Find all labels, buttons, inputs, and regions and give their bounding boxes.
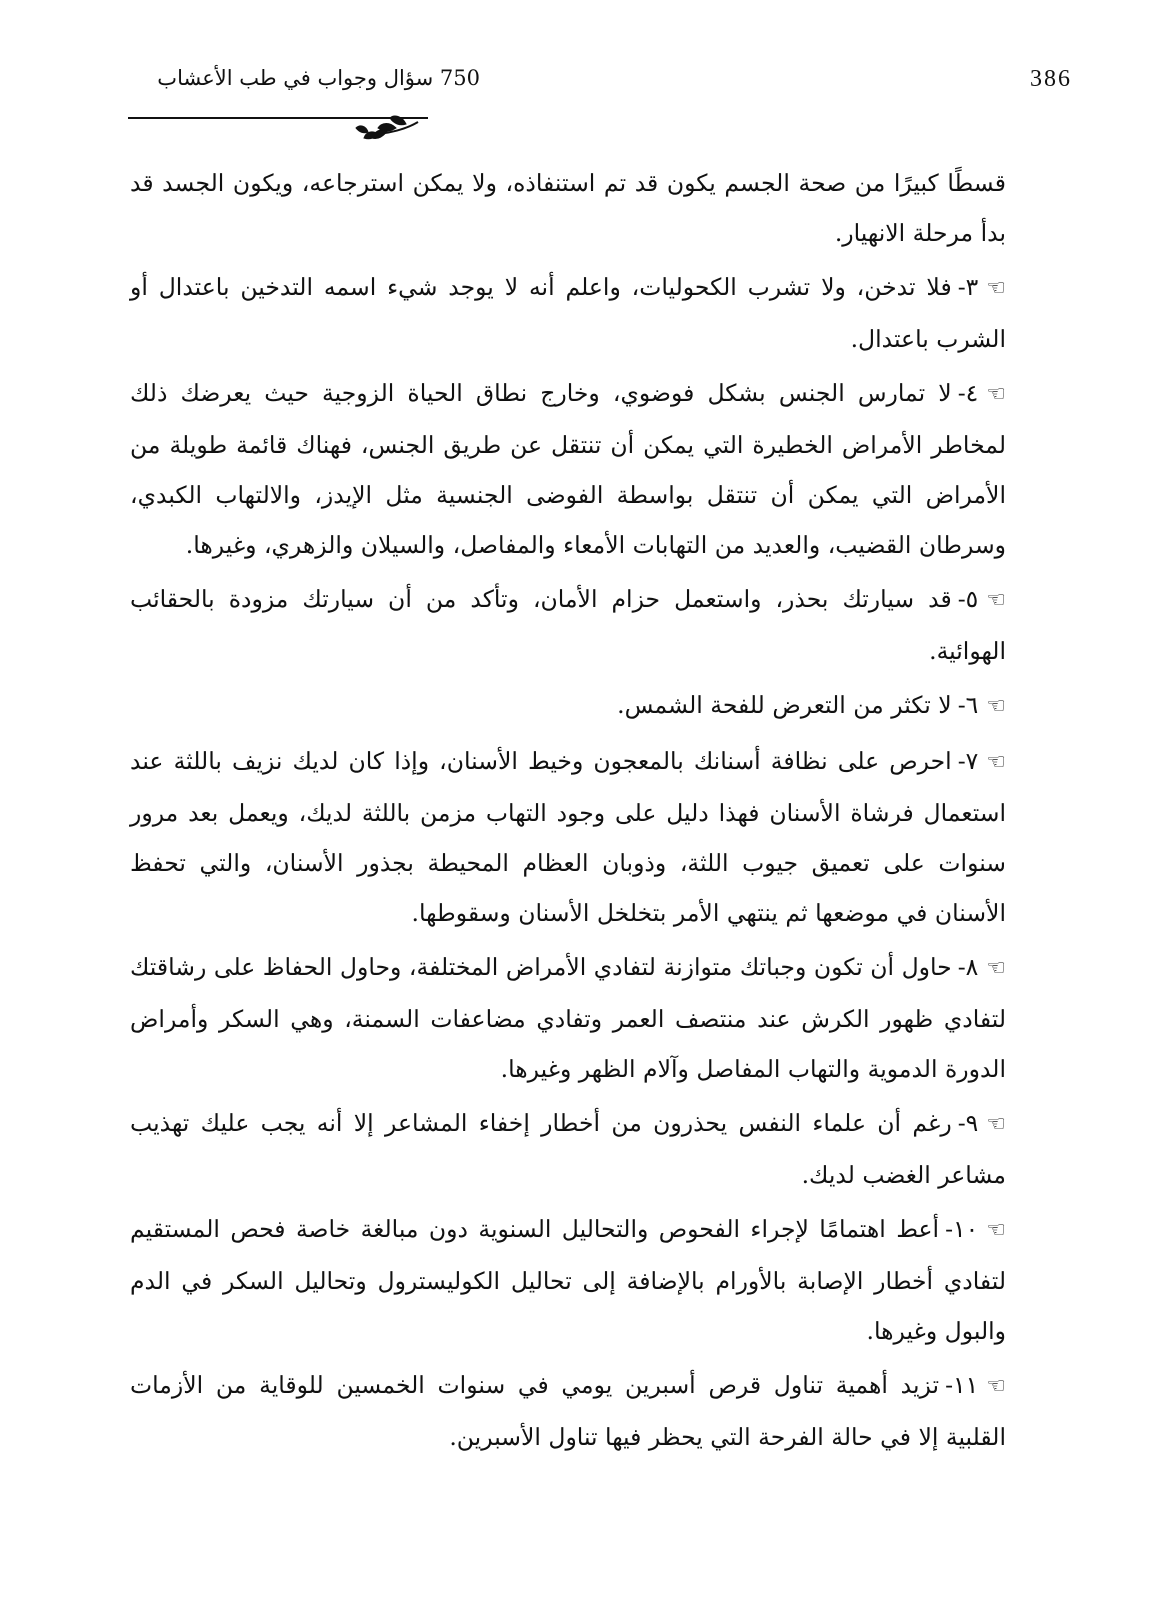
hand-pointer-icon: ☜ <box>986 694 1006 719</box>
hand-pointer-icon: ☜ <box>986 588 1006 613</box>
hand-pointer-icon: ☜ <box>986 276 1006 301</box>
list-item: ☜٧-احرص على نظافة أسنانك بالمعجون وخيط الأسنان، وإذا كان لديك نزيف باللثة عند استعمال فرشاة الأسنان فهذا دليل على وجود التهاب مزمن باللثة لديك، ويعمل بعد مرور سنوات على تعميق جيوب اللثة، وذوبان العظام المحيطة بجذور الأسنان، والتي تحفظ الأسنان في موضعها ثم ينتهي الأمر بتخلخل الأسنان وسقوطها. <box>130 736 1006 938</box>
list-item: ☜٥-قد سيارتك بحذر، واستعمل حزام الأمان، وتأكد من أن سيارتك مزودة بالحقائب الهوائية. <box>130 574 1006 676</box>
hand-pointer-icon: ☜ <box>986 1112 1006 1137</box>
page-body <box>130 158 1006 1466</box>
page-header <box>130 66 1072 102</box>
running-title: 750 سؤال وجواب في طب الأعشاب <box>157 66 480 90</box>
intro-paragraph: قسطًا كبيرًا من صحة الجسم يكون قد تم استنفاذه، ولا يمكن استرجاعه، ويكون الجسد قد بدأ مرحلة الانهيار. <box>130 169 1006 247</box>
list-item: ☜٤-لا تمارس الجنس بشكل فوضوي، وخارج نطاق الحياة الزوجية حيث يعرضك ذلك لمخاطر الأمراض الخطيرة التي يمكن أن تنتقل عن طريق الجنس، فهناك قائمة طويلة من الأمراض التي يمكن أن تنتقل بواسطة الفوضى الجنسية مثل الإيدز، والالتهاب الكبدي، وسرطان القضيب، والعديد من التهابات الأمعاء والمفاصل، والسيلان والزهري، وغيرها. <box>130 368 1006 570</box>
list-item: ☜٨-حاول أن تكون وجباتك متوازنة لتفادي الأمراض المختلفة، وحاول الحفاظ على رشاقتك لتفادي ظهور الكرش عند منتصف العمر وتفادي مضاعفات السمنة، وهي السكر وأمراض الدورة الدموية والتهاب المفاصل وآلام الظهر وغيرها. <box>130 942 1006 1094</box>
list-item: ☜١١-تزيد أهمية تناول قرص أسبرين يومي في سنوات الخمسين للوقاية من الأزمات القلبية إلا في حالة الفرحة التي يحظر فيها تناول الأسبرين. <box>130 1360 1006 1462</box>
hand-pointer-icon: ☜ <box>986 382 1006 407</box>
page-number: 386 <box>1030 66 1072 92</box>
list-item: ☜٣-فلا تدخن، ولا تشرب الكحوليات، واعلم أنه لا يوجد شيء اسمه التدخين باعتدال أو الشرب باعتدال. <box>130 262 1006 364</box>
list-item: ☜٦-لا تكثر من التعرض للفحة الشمس. <box>130 680 1006 732</box>
list-item: ☜١٠-أعط اهتمامًا لإجراء الفحوص والتحاليل السنوية دون مبالغة خاصة فحص المستقيم لتفادي أخطار الإصابة بالأورام بالإضافة إلى تحاليل الكوليسترول وتحاليل السكر في الدم والبول وغيرها. <box>130 1204 1006 1356</box>
hand-pointer-icon: ☜ <box>986 956 1006 981</box>
hand-pointer-icon: ☜ <box>986 750 1006 775</box>
hand-pointer-icon: ☜ <box>986 1374 1006 1399</box>
leaf-branch-ornament <box>128 110 428 140</box>
list-item: ☜٩-رغم أن علماء النفس يحذرون من أخطار إخفاء المشاعر إلا أنه يجب عليك تهذيب مشاعر الغضب لديك. <box>130 1098 1006 1200</box>
hand-pointer-icon: ☜ <box>986 1218 1006 1243</box>
